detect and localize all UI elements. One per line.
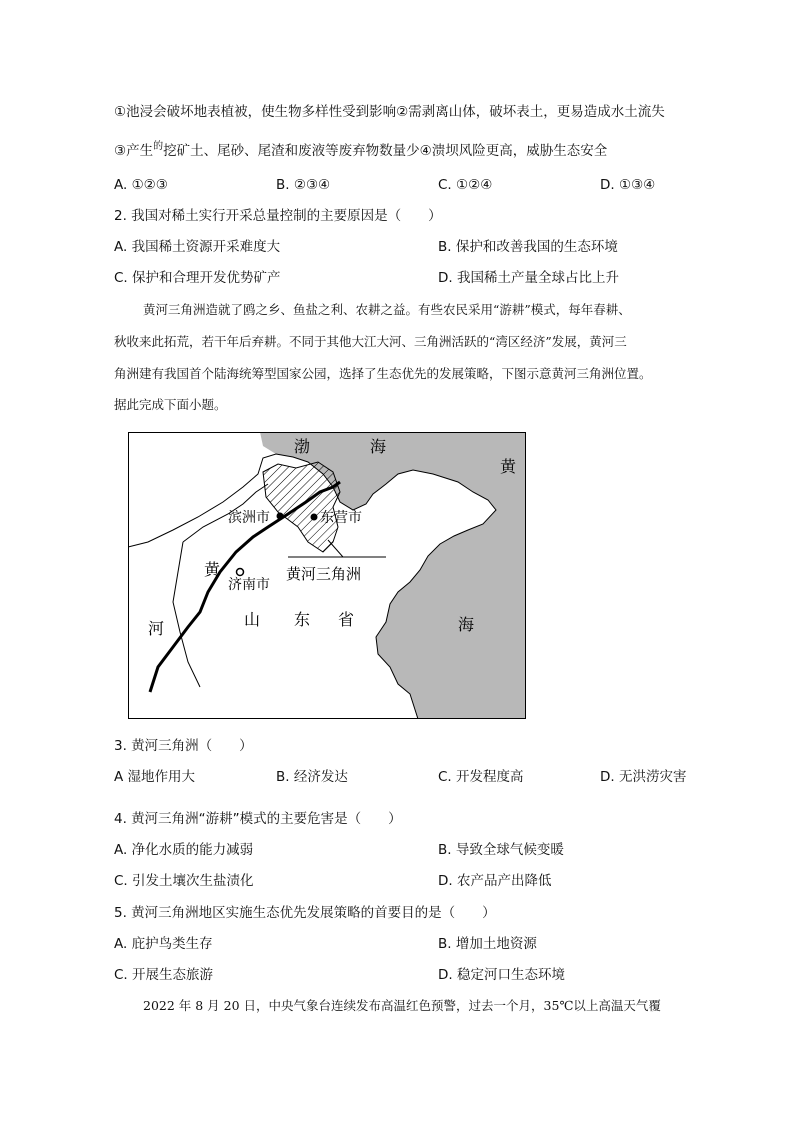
bohai-label-1: 渤 <box>294 437 311 456</box>
q4-option-b[interactable]: B. 导致全球气候变暖 <box>438 842 564 858</box>
q4-option-c[interactable]: C. 引发土壤次生盐渍化 <box>114 873 254 889</box>
q5-stem: 5. 黄河三角洲地区实施生态优先发展策略的首要目的是（ ） <box>114 905 496 921</box>
passage-line-3: 角洲建有我国首个陆海统筹型国家公园，选择了生态优先的发展策略，下图示意黄河三角洲位置。 <box>114 366 652 381</box>
next-passage-line: 2022 年 8 月 20 日，中央气象台连续发布高温红色预警，过去一个月，35℃以上高温天气覆 <box>143 998 661 1013</box>
q1-statement-line-1: ①池浸会破坏地表植被，使生物多样性受到影响②需剥离山体，破坏表土，更易造成水土流失 <box>114 104 665 120</box>
q5-option-c[interactable]: C. 开展生态旅游 <box>114 967 214 983</box>
passage-line-2: 秋收来此拓荒，若干年后弃耕。不同于其他大江大河、三角洲活跃的“湾区经济”发展，黄河三 <box>114 334 627 349</box>
shandong-label-1: 山 <box>244 610 261 629</box>
q1-option-d[interactable]: D. ①③④ <box>600 177 656 193</box>
yellow-sea-label-2: 海 <box>458 615 475 634</box>
q3-stem: 3. 黄河三角洲（ ） <box>114 738 253 754</box>
q5-option-b[interactable]: B. 增加土地资源 <box>438 936 537 952</box>
river-label-1: 黄 <box>204 560 221 579</box>
q1-statement-sup: 的 <box>153 141 164 152</box>
q5-option-d[interactable]: D. 稳定河口生态环境 <box>438 967 565 983</box>
q1-option-c[interactable]: C. ①②④ <box>438 177 493 193</box>
bohai-label-2: 海 <box>370 437 387 456</box>
delta-map <box>128 432 526 719</box>
q2-option-d[interactable]: D. 我国稀土产量全球占比上升 <box>438 270 619 286</box>
delta-label: 黄河三角洲 <box>286 565 362 583</box>
binzhou-label: 滨洲市 <box>228 510 270 526</box>
q2-option-a[interactable]: A. 我国稀土资源开采难度大 <box>114 239 281 255</box>
q3-option-d[interactable]: D. 无洪涝灾害 <box>600 769 687 785</box>
jinan-dot <box>237 569 244 576</box>
passage-line-1: 黄河三角洲造就了鸥之乡、鱼盐之利、农耕之益。有些农民采用“游耕”模式，每年春耕、 <box>143 302 631 317</box>
shandong-label-3: 省 <box>338 610 355 629</box>
river-label-2: 河 <box>148 619 165 638</box>
q4-option-d[interactable]: D. 农产品产出降低 <box>438 873 552 889</box>
jinan-label: 济南市 <box>228 577 270 593</box>
yellow-sea-label-1: 黄 <box>500 457 517 476</box>
q2-stem: 2. 我国对稀土实行开采总量控制的主要原因是（ ） <box>114 208 442 224</box>
shandong-label-2: 东 <box>294 610 311 629</box>
dongying-dot <box>311 514 318 521</box>
q5-option-a[interactable]: A. 庇护鸟类生存 <box>114 936 213 952</box>
q1-option-a[interactable]: A. ①②③ <box>114 177 168 193</box>
q2-option-c[interactable]: C. 保护和合理开发优势矿产 <box>114 270 281 286</box>
q1-option-b[interactable]: B. ②③④ <box>276 177 331 193</box>
q4-option-a[interactable]: A. 净化水质的能力减弱 <box>114 842 254 858</box>
dongying-label: 东营市 <box>320 510 362 526</box>
q3-option-c[interactable]: C. 开发程度高 <box>438 769 524 785</box>
q3-option-a[interactable]: A 湿地作用大 <box>114 769 196 785</box>
q1-statement-line-2 <box>114 142 607 162</box>
q1-statement-2a: ③产生 <box>114 143 154 159</box>
passage-line-4: 据此完成下面小题。 <box>114 397 227 412</box>
q4-stem: 4. 黄河三角洲“游耕”模式的主要危害是（ ） <box>114 811 402 827</box>
q3-option-b[interactable]: B. 经济发达 <box>276 769 348 785</box>
binzhou-dot <box>277 513 284 520</box>
q1-statement-2b: 挖矿土、尾砂、尾渣和废液等废弃物数量少④溃坝风险更高，威胁生态安全 <box>163 143 608 159</box>
q2-option-b[interactable]: B. 保护和改善我国的生态环境 <box>438 239 618 255</box>
